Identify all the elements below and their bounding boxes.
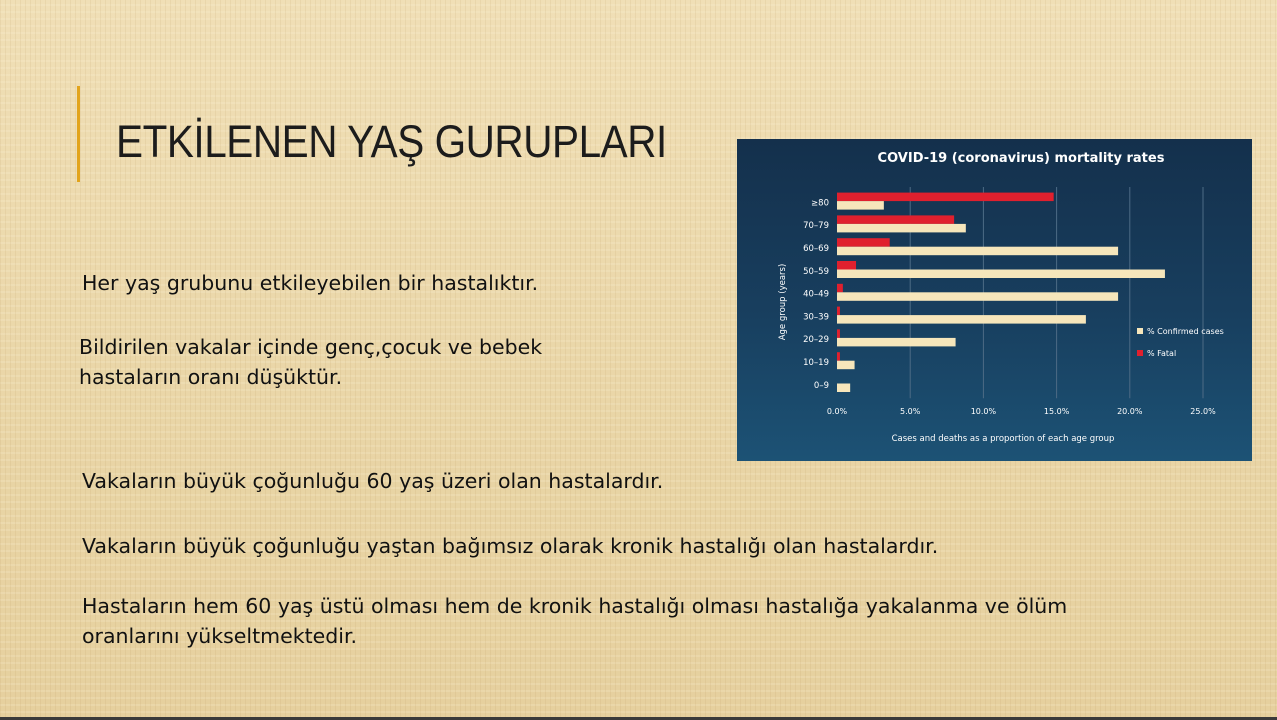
chart-bar-fatal xyxy=(837,193,1054,202)
chart-category-label: 10–19 xyxy=(803,358,829,368)
chart-x-tick-label: 10.0% xyxy=(970,407,997,417)
paragraph-all-ages: Her yaş grubunu etkileyebilen bir hastalıktır. xyxy=(82,271,539,295)
chart-bar-confirmed xyxy=(837,247,1118,256)
chart-category-label: 0–9 xyxy=(813,380,829,391)
chart-legend xyxy=(1137,327,1224,358)
chart-title: COVID-19 (coronavirus) mortality rates xyxy=(877,151,1165,166)
chart-category-label: ≥80 xyxy=(811,198,829,209)
chart-x-axis-label: Cases and deaths as a proportion of each age group xyxy=(891,434,1115,444)
chart-bar-fatal xyxy=(837,352,840,361)
chart-x-tick-label: 15.0% xyxy=(1043,407,1070,417)
mortality-chart-svg xyxy=(737,139,1252,461)
chart-bar-fatal xyxy=(837,307,840,316)
paragraph-chronic: Vakaların büyük çoğunluğu yaştan bağımsız olarak kronik hastalığı olan hastalardır. xyxy=(82,534,939,558)
paragraph-line: hastaların oranı düşüktür. xyxy=(79,365,343,389)
chart-x-tick-label: 20.0% xyxy=(1117,407,1143,417)
chart-x-ticks xyxy=(827,407,1216,416)
paragraph-combined-risk xyxy=(82,591,1067,651)
chart-bar-confirmed xyxy=(837,224,966,233)
chart-category-label: 30–39 xyxy=(803,312,829,323)
chart-y-axis-label: Age group (years) xyxy=(778,263,788,341)
title-accent-bar xyxy=(77,86,80,182)
paragraph-line: Hastaların hem 60 yaş üstü olması hem de kronik hastalığı olması hastalığa yakalanma ve ölüm xyxy=(82,594,1068,618)
chart-category-label: 70–79 xyxy=(803,221,829,232)
chart-x-tick-label: 25.0% xyxy=(1190,407,1216,417)
chart-category-label: 40–49 xyxy=(803,289,829,300)
chart-bars xyxy=(837,193,1165,392)
chart-bar-confirmed xyxy=(837,270,1165,279)
chart-category-labels xyxy=(803,198,829,390)
chart-category-label: 20–29 xyxy=(803,335,829,346)
legend-swatch xyxy=(1137,328,1143,334)
chart-bar-fatal xyxy=(837,329,840,338)
chart-category-label: 60–69 xyxy=(803,244,829,254)
chart-bar-confirmed xyxy=(837,292,1118,301)
legend-label: % Fatal xyxy=(1147,349,1177,358)
mortality-chart xyxy=(737,139,1252,461)
paragraph-low-young-rate xyxy=(79,332,542,392)
chart-x-tick-label: 0.0% xyxy=(826,407,848,417)
chart-x-tick-label: 5.0% xyxy=(900,407,921,417)
legend-swatch xyxy=(1137,350,1143,356)
chart-bar-confirmed xyxy=(837,338,956,347)
paragraph-line: Bildirilen vakalar içinde genç,çocuk ve bebek xyxy=(79,335,543,359)
chart-category-label: 50–59 xyxy=(803,266,829,277)
chart-bar-confirmed xyxy=(837,361,855,370)
chart-bar-fatal xyxy=(837,215,954,224)
chart-bar-confirmed xyxy=(837,201,884,210)
chart-bar-fatal xyxy=(837,238,890,247)
legend-label: % Confirmed cases xyxy=(1147,327,1224,336)
paragraph-line: oranlarını yükseltmektedir. xyxy=(82,624,358,648)
chart-bar-fatal xyxy=(837,261,856,270)
chart-bar-confirmed xyxy=(837,315,1086,324)
chart-bar-confirmed xyxy=(837,384,850,393)
slide-title: ETKİLENEN YAŞ GURUPLARI xyxy=(116,116,667,167)
paragraph-over-60: Vakaların büyük çoğunluğu 60 yaş üzeri olan hastalardır. xyxy=(82,469,664,493)
chart-bar-fatal xyxy=(837,284,843,293)
